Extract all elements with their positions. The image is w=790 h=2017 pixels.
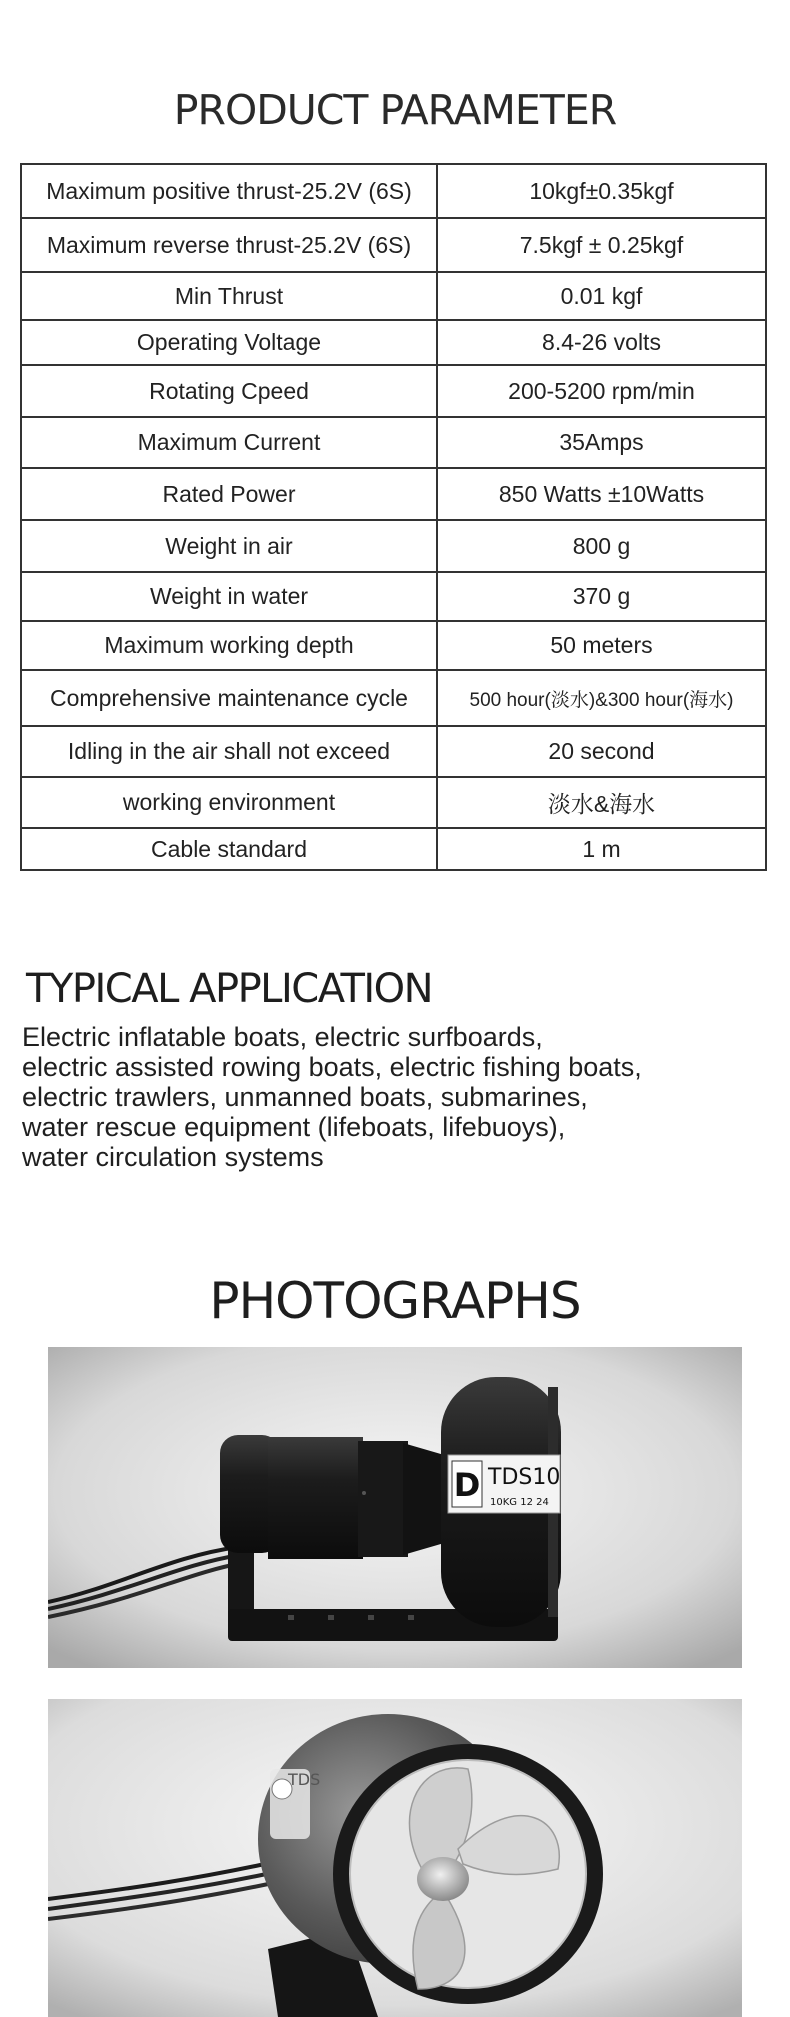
application-line: water rescue equipment (lifeboats, lifebuoys),	[22, 1112, 566, 1142]
product-parameter-title: PRODUCT PARAMETER	[173, 86, 617, 134]
table-row	[21, 164, 766, 218]
param-value: 200-5200 rpm/min	[437, 365, 766, 417]
table-row	[21, 468, 766, 520]
thruster-side-image	[48, 1347, 742, 1668]
table-row	[21, 417, 766, 468]
application-line: water circulation systems	[22, 1142, 324, 1172]
param-value: 850 Watts ±10Watts	[437, 468, 766, 520]
model-label: TDS10	[488, 1465, 561, 1490]
table-row	[21, 320, 766, 365]
param-value: 0.01 kgf	[437, 272, 766, 320]
parameter-table	[20, 163, 767, 871]
param-label: Comprehensive maintenance cycle	[21, 670, 437, 726]
application-description	[22, 1022, 782, 1172]
table-row	[21, 520, 766, 572]
param-label: Cable standard	[21, 828, 437, 870]
table-row	[21, 572, 766, 621]
param-label: Maximum working depth	[21, 621, 437, 670]
param-label: Weight in water	[21, 572, 437, 621]
table-row	[21, 272, 766, 320]
spec-label: 10KG 12 24	[490, 1497, 549, 1508]
table-row	[21, 218, 766, 272]
param-label: Rated Power	[21, 468, 437, 520]
param-label: Rotating Cpeed	[21, 365, 437, 417]
param-label: Weight in air	[21, 520, 437, 572]
application-line: electric assisted rowing boats, electric fishing boats,	[22, 1052, 642, 1082]
application-line: Electric inflatable boats, electric surfboards,	[22, 1022, 543, 1052]
param-label: Min Thrust	[21, 272, 437, 320]
param-value: 20 second	[437, 726, 766, 777]
table-row	[21, 670, 766, 726]
param-value: 淡水&海水	[437, 777, 766, 828]
application-line: electric trawlers, unmanned boats, submarines,	[22, 1082, 588, 1112]
param-value: 35Amps	[437, 417, 766, 468]
photographs-title: PHOTOGRAPHS	[209, 1272, 581, 1330]
param-value: 10kgf±0.35kgf	[437, 164, 766, 218]
table-row	[21, 828, 766, 870]
param-label: Operating Voltage	[21, 320, 437, 365]
thruster-front-image	[48, 1699, 742, 2017]
table-row	[21, 365, 766, 417]
model-label-partial: TDS	[288, 1770, 321, 1789]
table-row	[21, 621, 766, 670]
table-row	[21, 777, 766, 828]
param-label: Maximum reverse thrust-25.2V (6S)	[21, 218, 437, 272]
typical-application-title: TYPICAL APPLICATION	[26, 966, 433, 1012]
param-label: working environment	[21, 777, 437, 828]
thruster-front-photo	[48, 1699, 742, 2017]
param-value: 800 g	[437, 520, 766, 572]
param-value: 370 g	[437, 572, 766, 621]
param-label: Idling in the air shall not exceed	[21, 726, 437, 777]
param-value: 1 m	[437, 828, 766, 870]
thruster-side-photo	[48, 1347, 742, 1668]
table-row	[21, 726, 766, 777]
logo-mark: D	[453, 1466, 481, 1504]
param-label: Maximum Current	[21, 417, 437, 468]
param-label: Maximum positive thrust-25.2V (6S)	[21, 164, 437, 218]
param-value: 7.5kgf ± 0.25kgf	[437, 218, 766, 272]
param-value: 50 meters	[437, 621, 766, 670]
param-value: 8.4-26 volts	[437, 320, 766, 365]
param-value: 500 hour(淡水)&300 hour(海水)	[437, 670, 766, 726]
